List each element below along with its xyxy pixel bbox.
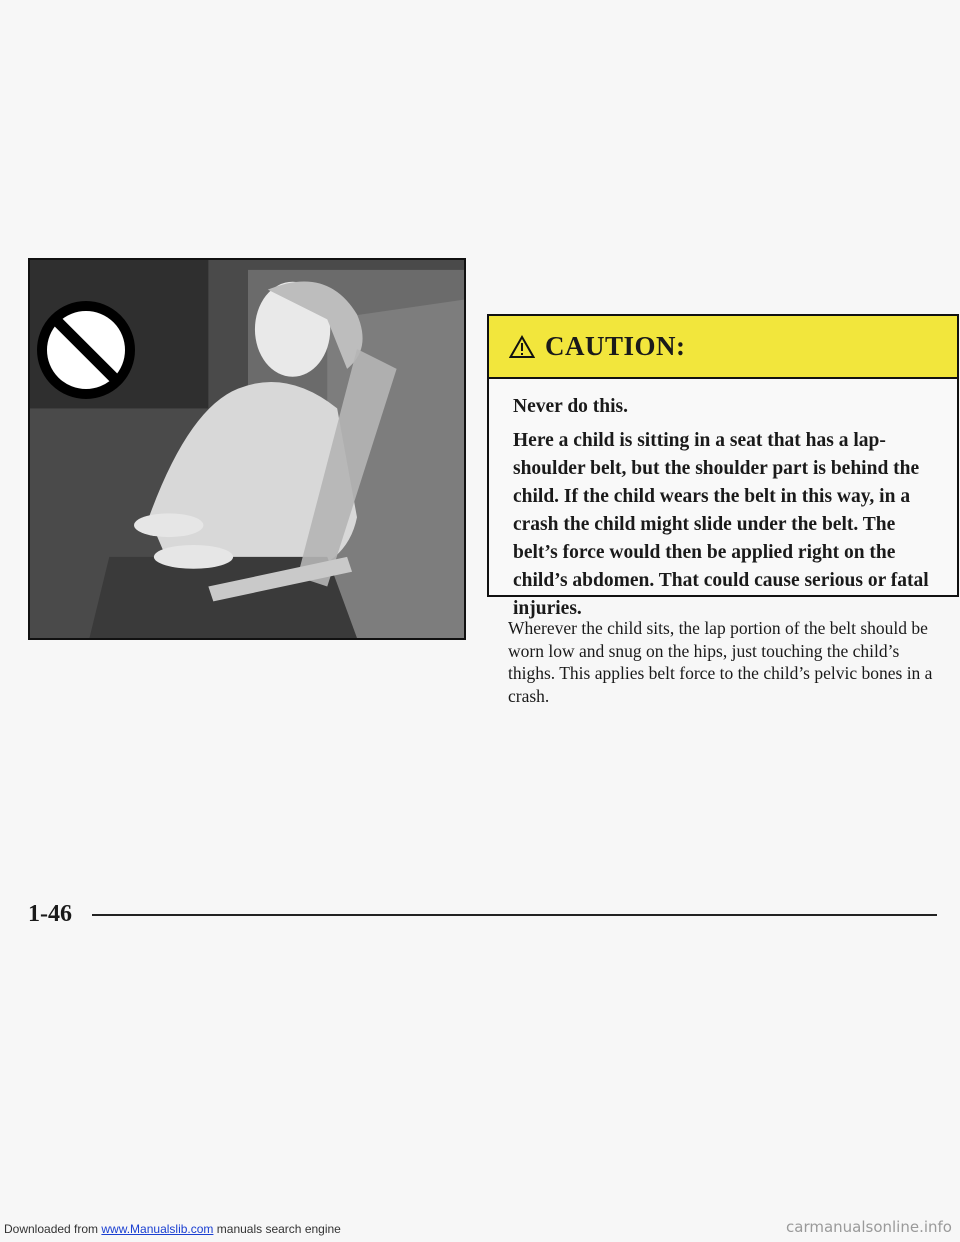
- illustration-child-belt-incorrect: [28, 258, 466, 640]
- download-footer: [4, 1222, 341, 1236]
- caution-paragraph: Never do this.: [513, 396, 629, 417]
- footer-prefix: Downloaded from: [4, 1222, 102, 1236]
- caution-body: [489, 379, 957, 623]
- caution-title: CAUTION:: [545, 331, 686, 361]
- footer-suffix: manuals search engine: [213, 1222, 341, 1236]
- body-paragraph: Wherever the child sits, the lap portion of the belt should be worn low and snug on the hips, just touching the child’s thighs. This applies belt force to the child’s pelvic bones in a crash.: [508, 618, 933, 706]
- watermark: carmanualsonline.info: [786, 1218, 952, 1236]
- warning-triangle-icon: [509, 335, 535, 359]
- caution-paragraph: Here a child is sitting in a seat that has a lap-shoulder belt, but the shoulder part is behind the child. If the child wears the belt in this way, in a crash the child might slide under the belt. The belt’s force would then be applied right on the child’s abdomen. That could cause serious or fatal injuries.: [513, 430, 929, 619]
- caution-header: [489, 316, 957, 379]
- manualslib-link[interactable]: www.Manualslib.com: [101, 1222, 214, 1236]
- caution-box: [487, 314, 959, 619]
- page-rule: [92, 914, 937, 916]
- page-number: 1-46: [28, 901, 72, 927]
- prohibition-icon: [34, 298, 138, 402]
